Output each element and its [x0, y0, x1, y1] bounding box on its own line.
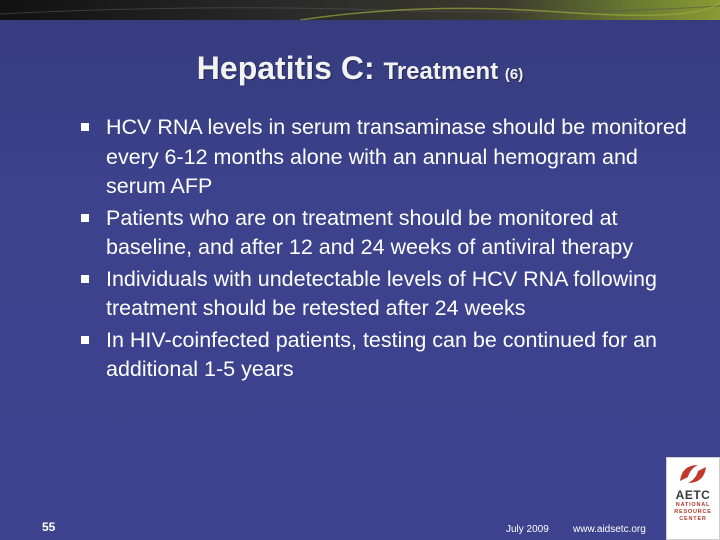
title-sub: Treatment: [383, 58, 505, 85]
title-main: Hepatitis C:: [196, 50, 384, 86]
footer-date: July 2009: [506, 524, 549, 535]
title-number: (6): [504, 66, 524, 83]
square-bullet-icon: [81, 214, 89, 222]
bullet-item: [72, 326, 692, 385]
slide-title: [0, 50, 720, 87]
page-number: 55: [42, 520, 56, 534]
logo-line-3: CENTER: [679, 516, 707, 522]
top-decorative-band: [0, 0, 720, 20]
bullet-text: HCV RNA levels in serum transaminase should be monitored every 6-12 months alone with an annual hemogram and serum AFP: [106, 115, 687, 198]
bullet-list: [72, 113, 692, 387]
band-swoosh-graphic: [0, 0, 720, 20]
footer-url[interactable]: www.aidsetc.org: [573, 524, 646, 535]
bullet-text: Patients who are on treatment should be monitored at baseline, and after 12 and 24 weeks of antiviral therapy: [106, 205, 634, 259]
bullet-item: [72, 113, 692, 202]
square-bullet-icon: [81, 123, 89, 131]
aetc-swirl-icon: [676, 461, 710, 487]
logo-line-1: NATIONAL: [675, 502, 711, 508]
logo-line-2: RESOURCE: [674, 509, 712, 515]
bullet-item: [72, 265, 692, 324]
bullet-text: Individuals with undetectable levels of HCV RNA following treatment should be retested after 24 weeks: [106, 266, 657, 320]
aetc-logo: [666, 457, 720, 540]
bullet-item: [72, 204, 692, 263]
square-bullet-icon: [81, 275, 89, 283]
bullet-text: In HIV-coinfected patients, testing can be continued for an additional 1-5 years: [106, 327, 657, 381]
logo-name: AETC: [675, 488, 711, 502]
square-bullet-icon: [81, 336, 89, 344]
